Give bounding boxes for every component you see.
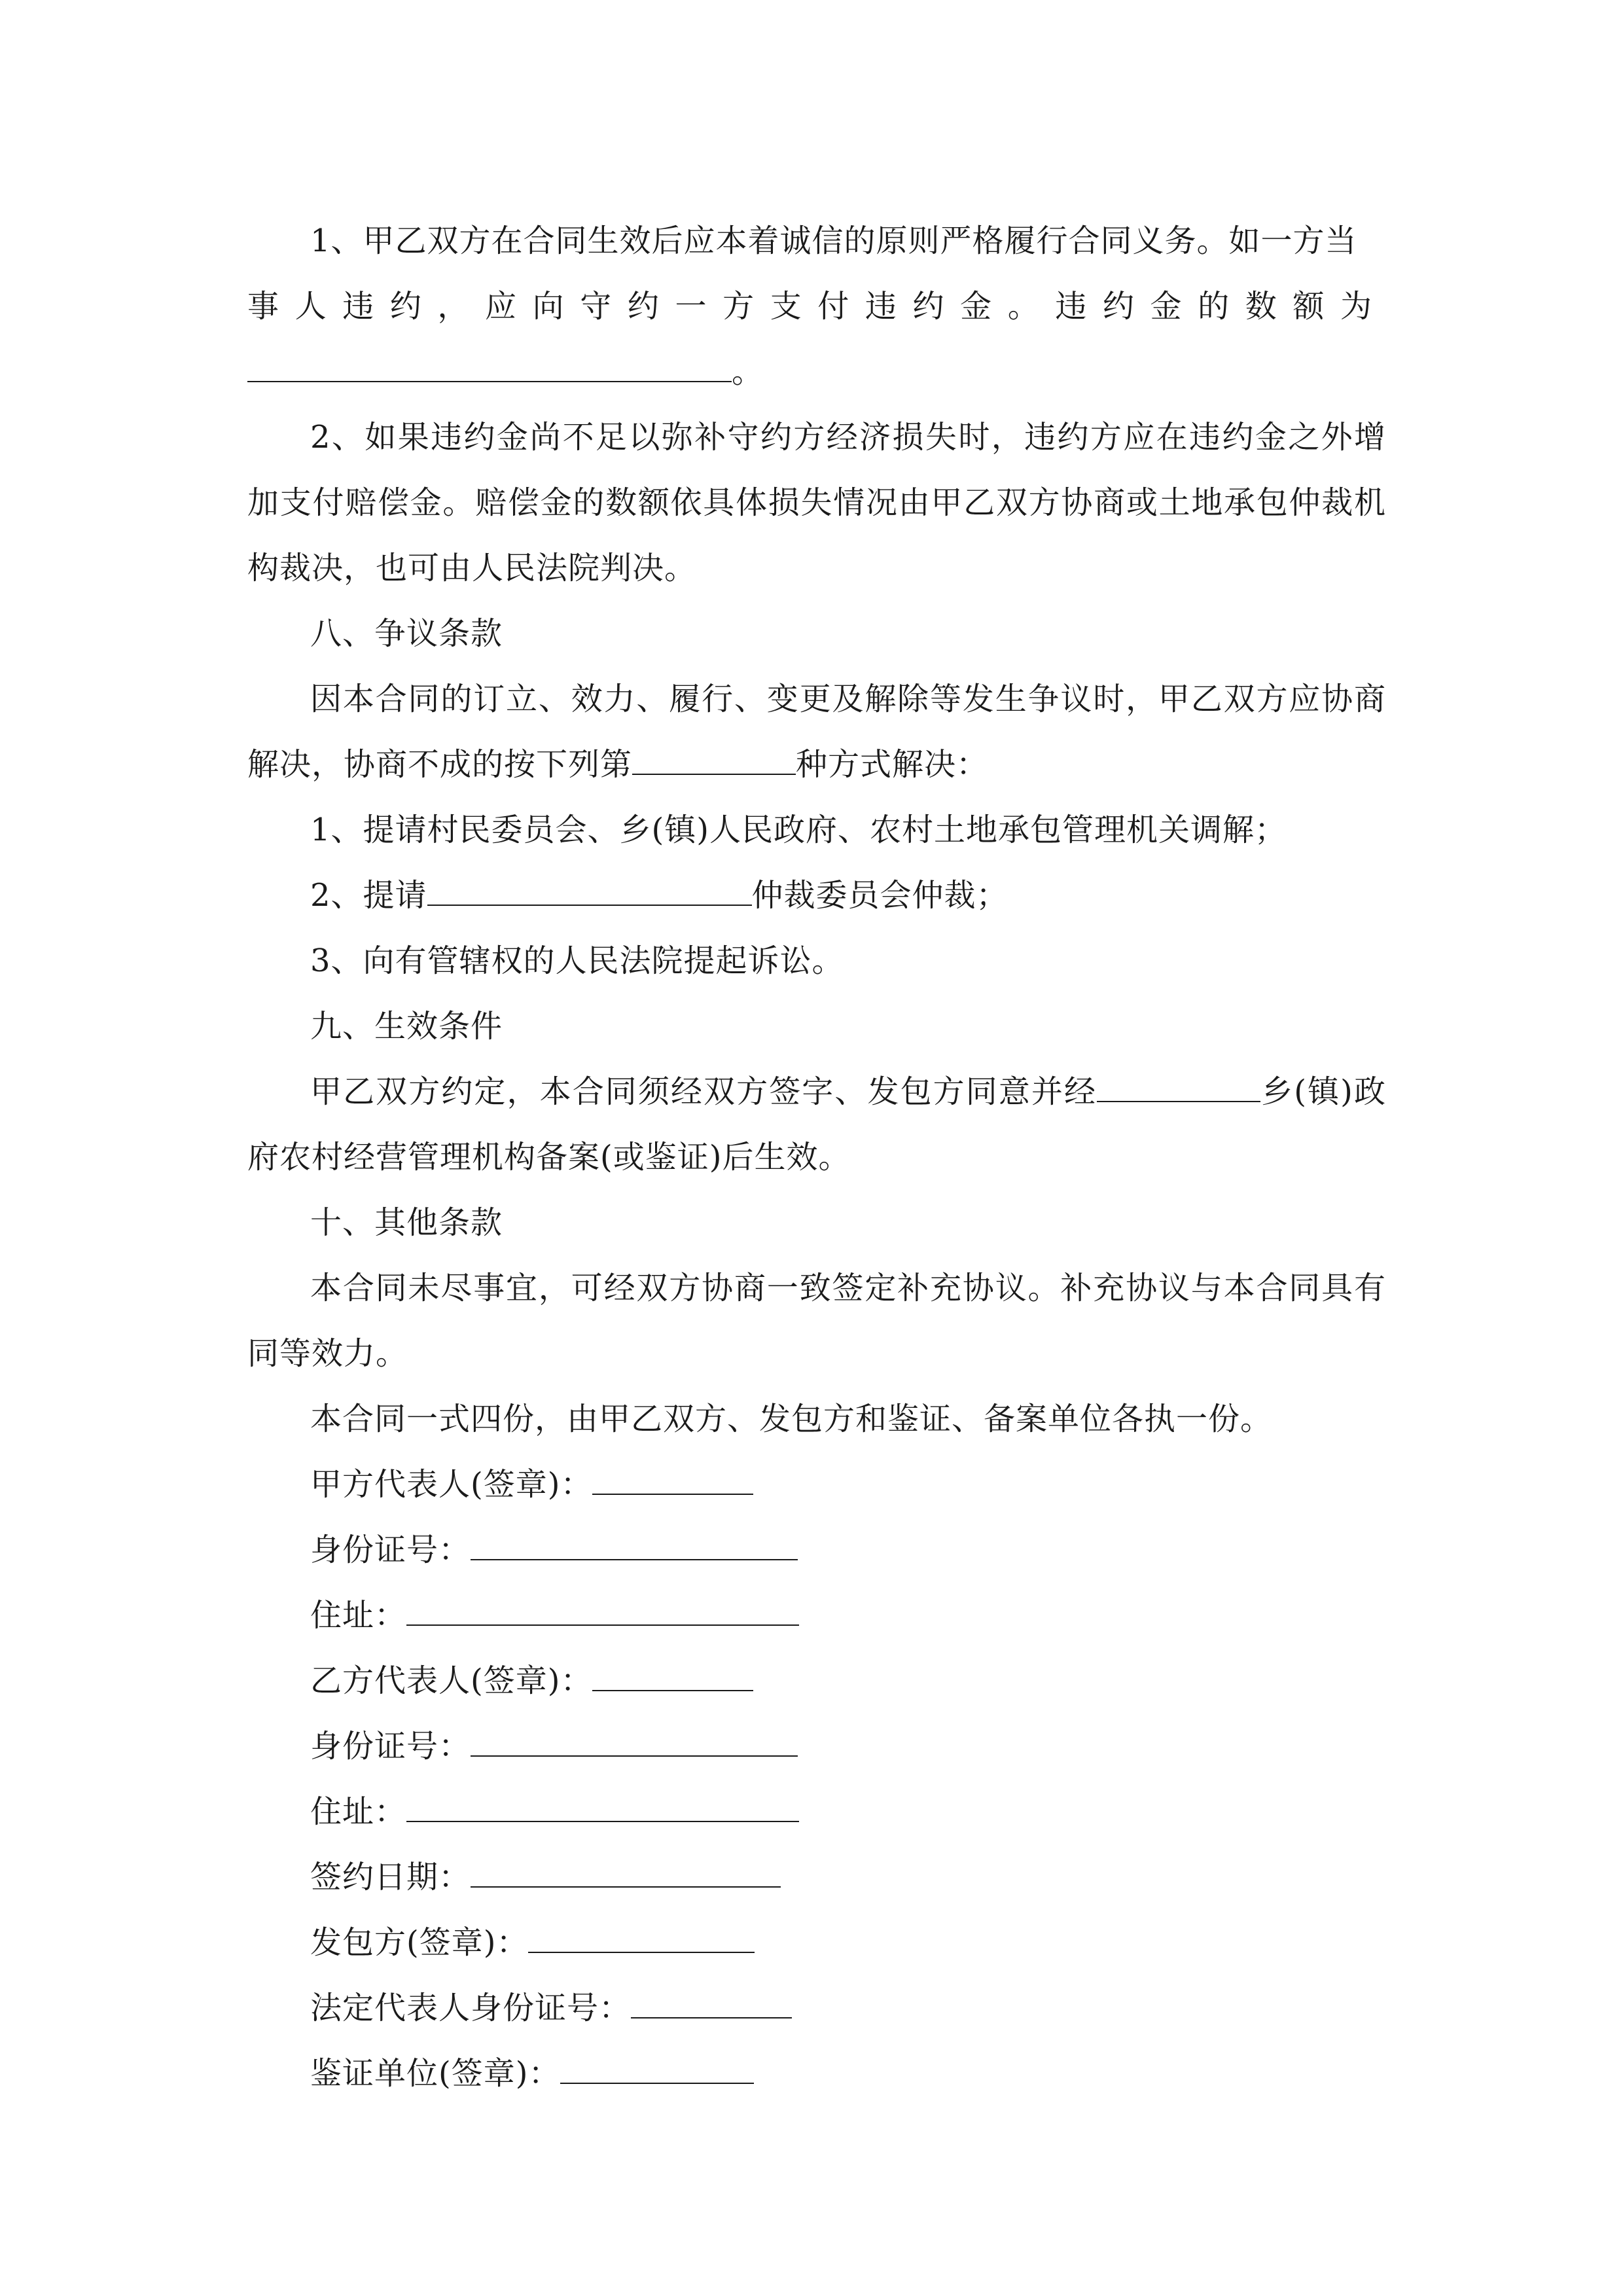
other-paragraph-2: 本合同一式四份，由甲乙双方、发包方和鉴证、备案单位各执一份。 bbox=[310, 1401, 1273, 1437]
penalty-clause-2: 2、如果违约金尚不足以弥补守约方经济损失时，违约方应在违约金之外增加支付赔偿金。赔偿金的数额依具体损失情况由甲乙双方协商或土地承包仲裁机构裁决，也可由人民法院判决。 bbox=[247, 419, 1386, 586]
penalty-clause-1-line-1: 1、甲乙双方在合同生效后应本着诚信的原则严格履行合同义务。如一方当 bbox=[310, 223, 1357, 259]
date-blank[interactable] bbox=[471, 1857, 781, 1888]
penalty-amount-blank[interactable] bbox=[247, 352, 732, 382]
penalty-clause-1-line-3: 。 bbox=[247, 339, 1386, 404]
signature-verifying-unit: 鉴证单位(签章)： bbox=[247, 2041, 1386, 2106]
signature-party-a-address: 住址： bbox=[247, 1583, 1386, 1648]
dispute-option-1: 1、提请村民委员会、乡(镇)人民政府、农村土地承包管理机关调解； bbox=[310, 812, 1287, 848]
address-blank[interactable] bbox=[406, 1596, 799, 1626]
signature-legal-rep-id: 法定代表人身份证号： bbox=[247, 1975, 1386, 2041]
id-number-blank[interactable] bbox=[471, 1727, 798, 1757]
signature-blank[interactable] bbox=[592, 1661, 753, 1691]
signature-party-b-address: 住址： bbox=[247, 1779, 1386, 1844]
signature-blank[interactable] bbox=[592, 1465, 753, 1495]
dispute-option-3: 3、向有管辖权的人民法院提起诉讼。 bbox=[310, 942, 844, 979]
signature-blank[interactable] bbox=[560, 2054, 754, 2084]
signature-contractor: 发包方(签章)： bbox=[247, 1910, 1386, 1975]
dispute-method-blank[interactable] bbox=[632, 745, 796, 775]
effective-heading: 九、生效条件 bbox=[310, 1008, 503, 1045]
arbitration-committee-blank[interactable] bbox=[427, 876, 752, 906]
effective-text: 甲乙双方约定，本合同须经双方签字、发包方同意并经 乡(镇)政府农村经营管理机构备案(或鉴证)后生效。 bbox=[247, 1073, 1386, 1175]
dispute-heading: 八、争议条款 bbox=[310, 615, 503, 652]
township-blank[interactable] bbox=[1097, 1072, 1260, 1102]
signature-date: 签约日期： bbox=[247, 1844, 1386, 1910]
penalty-clause-1-line-2: 事人违约，应向守约一方支付违约金。违约金的数额为 bbox=[247, 288, 1386, 325]
document-page bbox=[247, 208, 1386, 2106]
id-number-blank[interactable] bbox=[471, 1530, 798, 1560]
dispute-intro: 因本合同的订立、效力、履行、变更及解除等发生争议时，甲乙双方应协商解决，协商不成的按下列第 种方式解决： bbox=[247, 681, 1386, 783]
signature-party-b-id: 身份证号： bbox=[247, 1713, 1386, 1779]
address-blank[interactable] bbox=[406, 1792, 799, 1822]
signature-party-a-rep: 甲方代表人(签章)： bbox=[247, 1452, 1386, 1517]
dispute-option-2: 2、提请 仲裁委员会仲裁； bbox=[310, 877, 1008, 914]
other-heading: 十、其他条款 bbox=[310, 1204, 503, 1241]
signature-party-b-rep: 乙方代表人(签章)： bbox=[247, 1648, 1386, 1713]
signature-party-a-id: 身份证号： bbox=[247, 1517, 1386, 1583]
other-paragraph-1: 本合同未尽事宜，可经双方协商一致签定补充协议。补充协议与本合同具有同等效力。 bbox=[247, 1270, 1386, 1372]
signature-blank[interactable] bbox=[528, 1923, 755, 1953]
id-number-blank[interactable] bbox=[631, 1988, 792, 2018]
